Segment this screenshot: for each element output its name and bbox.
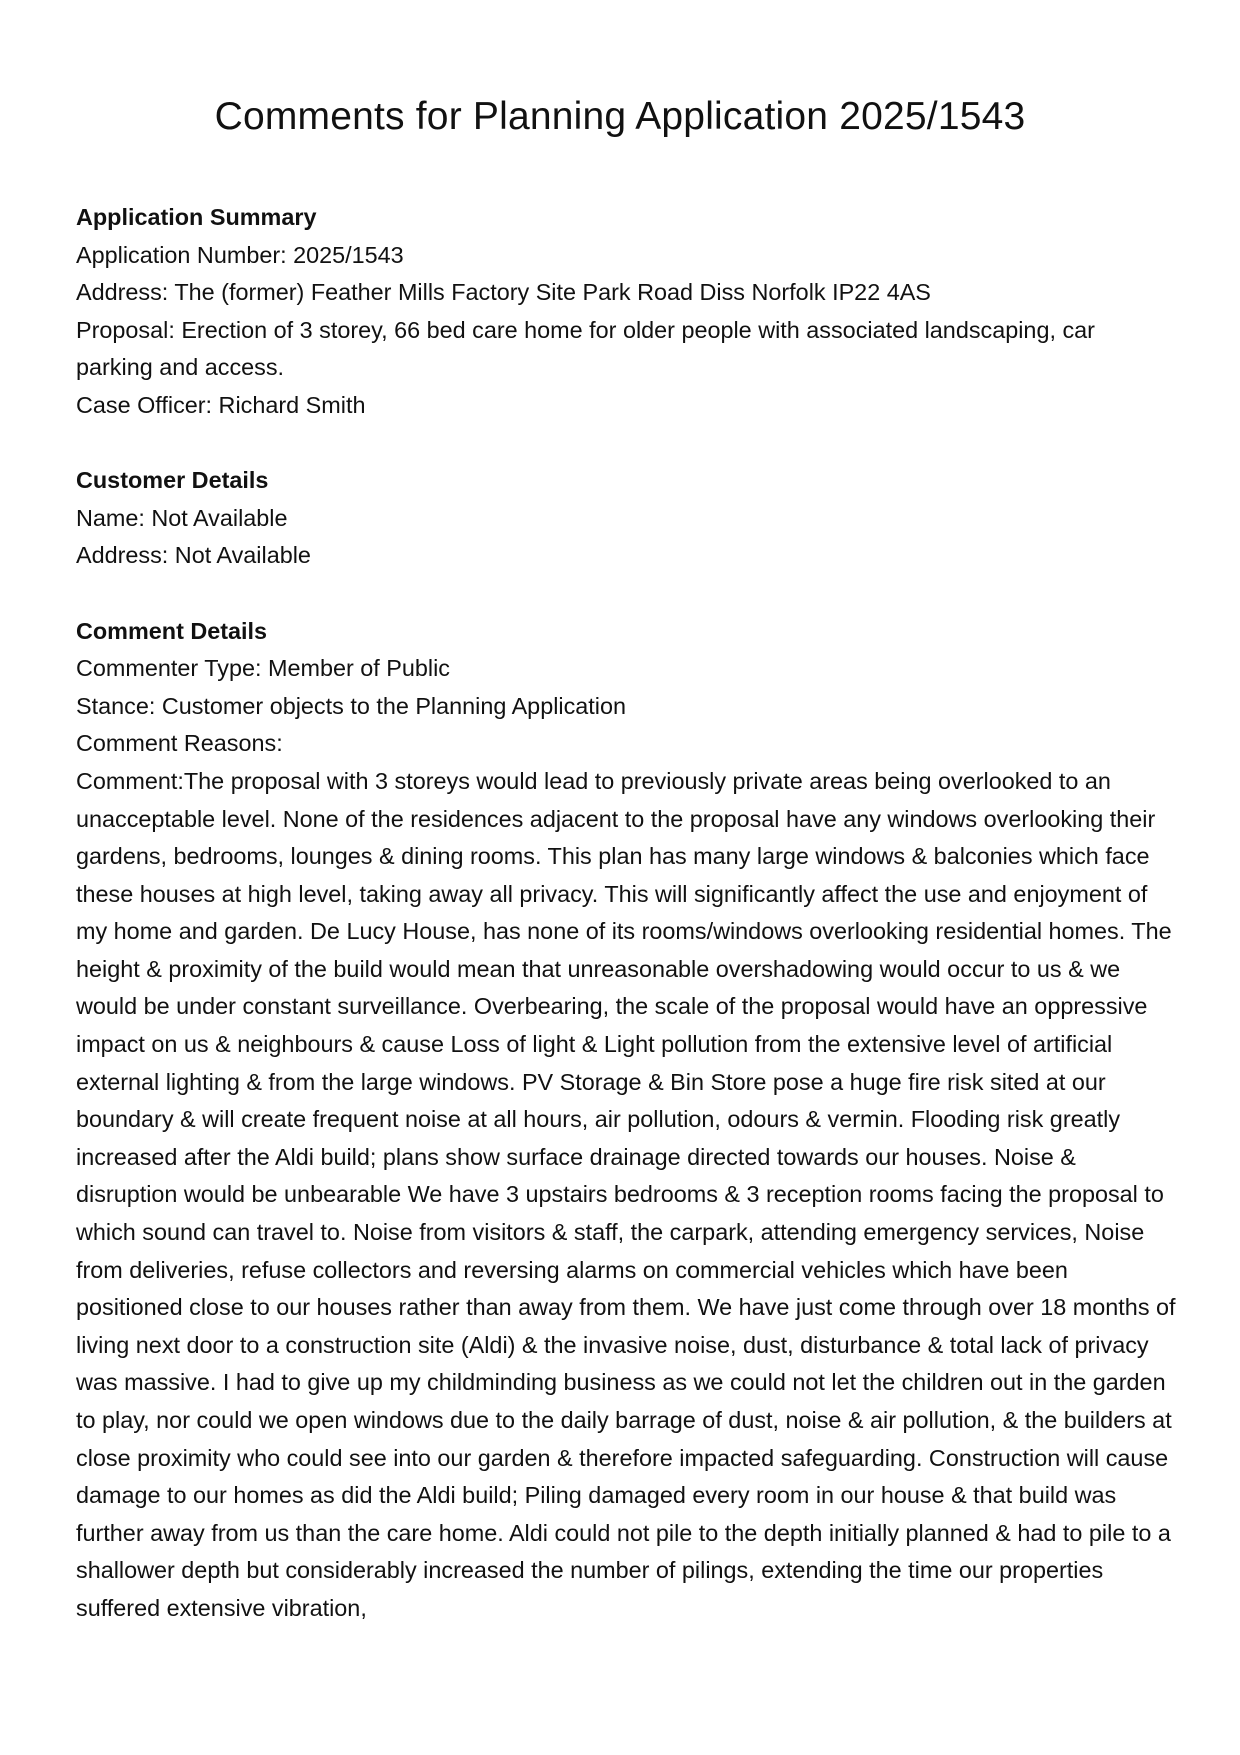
application-number: Application Number: 2025/1543	[76, 241, 404, 268]
stance: Stance: Customer objects to the Planning Application	[76, 692, 627, 719]
application-address: Address: The (former) Feather Mills Factory Site Park Road Diss Norfolk IP22 4AS	[76, 279, 931, 306]
application-summary-section	[76, 199, 1176, 425]
application-summary-heading: Application Summary	[76, 204, 317, 230]
document-body	[76, 199, 1176, 1628]
customer-details-section	[76, 462, 1176, 575]
comment-details-section	[76, 613, 1176, 1628]
application-proposal: Proposal: Erection of 3 storey, 66 bed care home for older people with associated landscaping, car parking and access.	[76, 316, 1095, 381]
case-officer: Case Officer: Richard Smith	[76, 391, 366, 418]
comment-details-heading: Comment Details	[76, 617, 268, 644]
commenter-type: Commenter Type: Member of Public	[76, 655, 450, 682]
comment-text: Comment:The proposal with 3 storeys would lead to previously private areas being overlooked to an unacceptable level. None of the residences adjacent to the proposal have any windows overlooking their gardens, bedrooms, lounges & dining rooms. This plan has many large windows & balconies which face these houses at high level, taking away all privacy. This will significantly affect the use and enjoyment of my home and garden. De Lucy House, has none of its rooms/windows overlooking residential homes. The height & proximity of the build would mean that unreasonable overshadowing would occur to us & we would be under constant surveillance. Overbearing, the scale of the proposal would have an oppressive impact on us & neighbours & cause Loss of light & Light pollution from the extensive level of artificial external lighting & from the large windows. PV Storage & Bin Store pose a huge fire risk sited at our boundary & will create frequent noise at all hours, air pollution, odours & vermin. Flooding risk greatly increased after the Aldi build; plans show surface drainage directed towards our houses. Noise & disruption would be unbearable We have 3 upstairs bedrooms & 3 reception rooms facing the proposal to which sound can travel to. Noise from visitors & staff, the carpark, attending emergency services, Noise from deliveries, refuse collectors and reversing alarms on commercial vehicles which have been positioned close to our houses rather than away from them. We have just come through over 18 months of living next door to a construction site (Aldi) & the invasive noise, dust, disturbance & total lack of privacy was massive. I had to give up my childminding business as we could not let the children out in the garden to play, nor could we open windows due to the daily barrage of dust, noise & air pollution, & the builders at close proximity who could see into our garden & therefore impacted safeguarding. Construction will cause damage to our homes as did the Aldi build; Piling damaged every room in our house & that build was further away from us than the care home. Aldi could not pile to the depth initially planned & had to pile to a shallower depth but considerably increased the number of pilings, extending the time our properties suffered extensive vibration,	[76, 767, 1176, 1621]
customer-details-heading: Customer Details	[76, 467, 269, 494]
page-title: Comments for Planning Application 2025/1543	[214, 95, 1026, 138]
customer-name: Name: Not Available	[76, 504, 288, 531]
comment-reasons: Comment Reasons:	[76, 730, 283, 757]
customer-address: Address: Not Available	[76, 542, 311, 569]
